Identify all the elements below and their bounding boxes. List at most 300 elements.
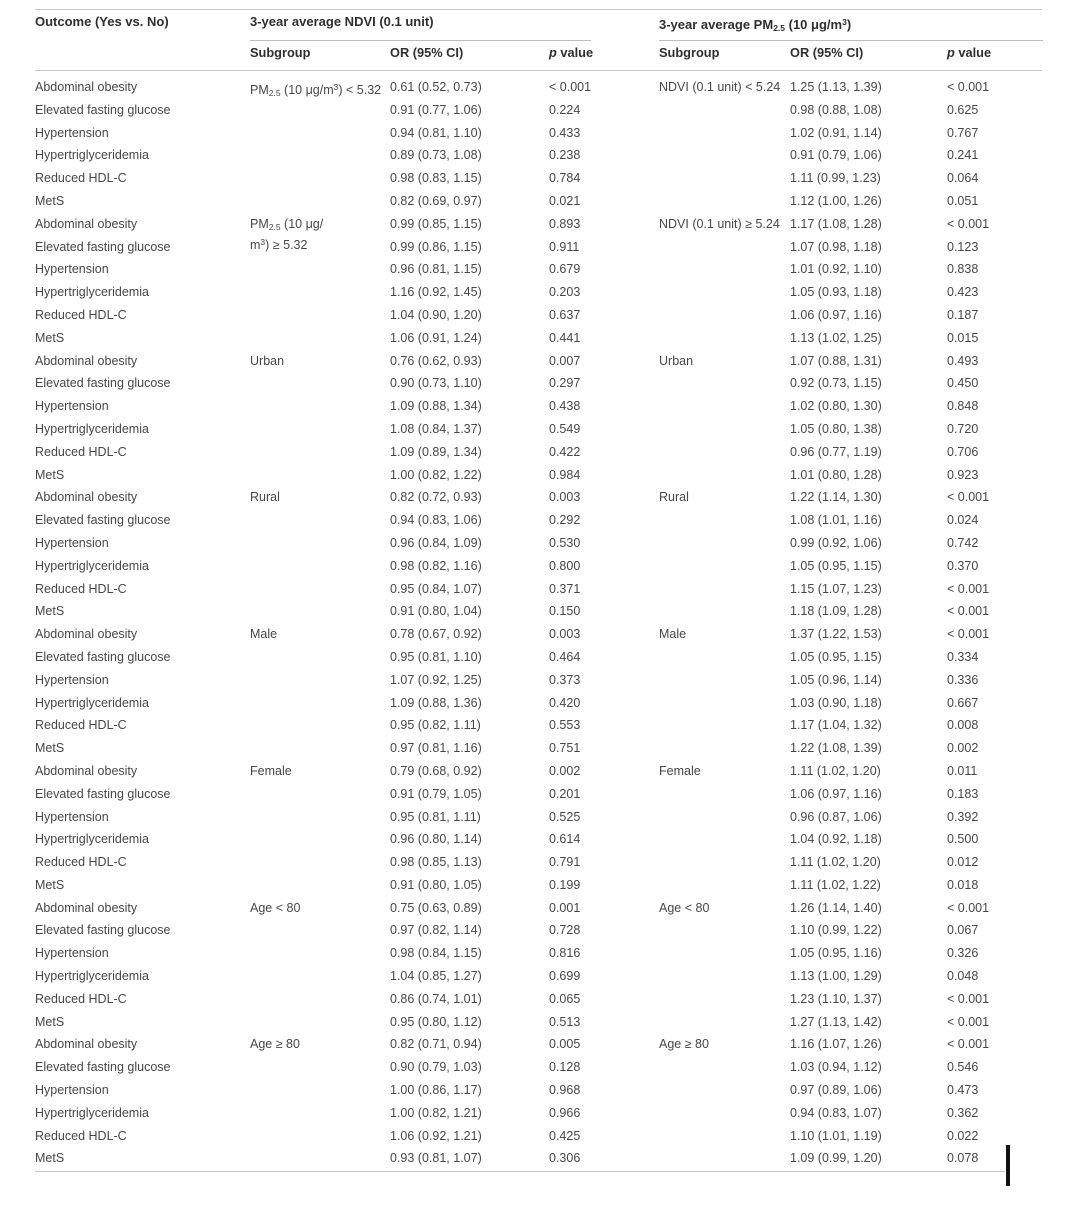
pm25-subgroup-cell <box>659 714 790 737</box>
pm25-pvalue-cell: 0.392 <box>947 809 979 824</box>
ndvi-or-cell: 0.94 (0.81, 1.10) <box>390 125 482 140</box>
pm25-pvalue-cell: < 0.001 <box>947 1014 990 1029</box>
ndvi-subgroup-cell <box>250 304 390 327</box>
pm25-subgroup-cell <box>659 1102 790 1125</box>
outcome-cell: Elevated fasting glucose <box>35 923 171 938</box>
pm25-subgroup-cell <box>659 646 790 669</box>
ndvi-or-cell: 0.97 (0.81, 1.16) <box>390 741 482 756</box>
ndvi-or-cell: 0.95 (0.81, 1.11) <box>390 809 481 824</box>
ndvi-pvalue-cell: 0.791 <box>549 855 581 870</box>
pm25-or-cell: 1.25 (1.13, 1.39) <box>790 80 882 94</box>
ndvi-or-cell: 0.76 (0.62, 0.93) <box>390 353 482 368</box>
pm25-or-cell: 1.02 (0.80, 1.30) <box>790 399 882 414</box>
ndvi-or-cell: 0.96 (0.84, 1.09) <box>390 535 482 550</box>
pm25-subgroup-cell: Male <box>659 627 687 642</box>
ndvi-pvalue-cell: 0.002 <box>549 763 581 778</box>
pm25-pvalue-cell: 0.450 <box>947 376 979 391</box>
pm25-pvalue-cell: 0.423 <box>947 285 979 300</box>
outcome-cell: Hypertension <box>35 672 109 687</box>
outcome-cell: MetS <box>35 604 65 619</box>
pm25-subgroup-cell <box>659 1125 790 1148</box>
ndvi-or-cell: 1.00 (0.86, 1.17) <box>390 1083 482 1098</box>
pm25-subgroup-cell: Urban <box>659 353 694 368</box>
pm25-subgroup-cell <box>659 1079 790 1102</box>
pm25-pvalue-cell: 0.241 <box>947 148 979 163</box>
outcome-cell: Hypertriglyceridemia <box>35 969 149 984</box>
table-row <box>35 919 1043 942</box>
ndvi-or-cell: 0.95 (0.84, 1.07) <box>390 581 482 596</box>
pm25-pvalue-cell: 0.051 <box>947 193 979 208</box>
pm25-pvalue-cell: < 0.001 <box>947 1037 990 1052</box>
outcome-cell: Reduced HDL-C <box>35 718 127 733</box>
pm25-pvalue-cell: 0.012 <box>947 855 979 870</box>
pm25-or-cell: 1.07 (0.98, 1.18) <box>790 239 882 254</box>
pm25-pvalue-cell: 0.473 <box>947 1083 979 1098</box>
ndvi-subgroup-cell: $PM_{2.5}$ (10 $\mu g/m^3) < 5.32$ <box>250 82 382 98</box>
ndvi-pvalue-header: p value <box>549 45 594 60</box>
ndvi-pvalue-cell: 0.751 <box>549 741 581 756</box>
table-body <box>35 76 1043 1170</box>
ndvi-subgroup-cell: Rural <box>250 490 280 505</box>
pm25-or-cell: 1.17 (1.08, 1.28) <box>790 216 882 231</box>
pm25-or-cell: 1.06 (0.97, 1.16) <box>790 786 882 801</box>
pm25-subgroup-cell <box>659 190 790 213</box>
pm25-or-cell: 0.92 (0.73, 1.15) <box>790 376 882 391</box>
outcome-cell: Hypertriglyceridemia <box>35 832 149 847</box>
ndvi-or-cell: 0.82 (0.72, 0.93) <box>390 490 482 505</box>
pm25-subgroup-cell <box>659 1011 790 1034</box>
ndvi-subgroup-cell <box>250 122 390 145</box>
pm25-or-cell: 1.11 (1.02, 1.20) <box>790 855 881 870</box>
pm25-or-cell: 1.01 (0.92, 1.10) <box>790 262 882 277</box>
ndvi-or-cell: 0.82 (0.69, 0.97) <box>390 193 482 208</box>
table-row <box>35 441 1043 464</box>
pm25-pvalue-cell: 0.362 <box>947 1105 979 1120</box>
ndvi-or-cell: 0.79 (0.68, 0.92) <box>390 763 482 778</box>
ndvi-subgroup-cell <box>250 737 390 760</box>
pm25-or-cell: 1.23 (1.10, 1.37) <box>790 991 882 1006</box>
ndvi-subgroup-cell <box>250 828 390 851</box>
pm25-subgroup-cell <box>659 418 790 441</box>
ndvi-pvalue-cell: 0.699 <box>549 969 581 984</box>
table-row <box>35 646 1043 669</box>
pm25-or-cell: 1.05 (0.93, 1.18) <box>790 285 882 300</box>
ndvi-or-cell: 0.98 (0.82, 1.16) <box>390 558 482 573</box>
ndvi-or-cell: 1.04 (0.90, 1.20) <box>390 307 482 322</box>
outcome-cell: Reduced HDL-C <box>35 855 127 870</box>
ndvi-or-cell: 1.09 (0.89, 1.34) <box>390 444 482 459</box>
pm25-or-cell: 1.22 (1.08, 1.39) <box>790 741 882 756</box>
pm25-subgroup-cell <box>659 532 790 555</box>
pm25-or-cell: 0.98 (0.88, 1.08) <box>790 102 882 117</box>
ndvi-pvalue-cell: 0.306 <box>549 1151 581 1166</box>
ndvi-pvalue-cell: 0.420 <box>549 695 581 710</box>
pm25-subgroup-cell: Age ≥ 80 <box>659 1037 709 1052</box>
ndvi-or-cell: 0.95 (0.82, 1.11) <box>390 718 481 733</box>
ndvi-or-cell: 0.97 (0.82, 1.14) <box>390 923 482 938</box>
table-row <box>35 965 1043 988</box>
outcome-cell: Elevated fasting glucose <box>35 513 171 528</box>
outcome-cell: Abdominal obesity <box>35 1037 138 1052</box>
pm25-pvalue-cell: 0.064 <box>947 171 979 186</box>
ndvi-subgroup-cell <box>250 988 390 1011</box>
ndvi-subgroup-cell <box>250 1147 390 1170</box>
outcome-cell: Hypertension <box>35 535 109 550</box>
outcome-cell: Hypertension <box>35 125 109 140</box>
pm25-or-cell: 1.13 (1.02, 1.25) <box>790 330 882 345</box>
ndvi-or-cell: 0.82 (0.71, 0.94) <box>390 1037 482 1052</box>
ndvi-or-cell: 1.08 (0.84, 1.37) <box>390 421 482 436</box>
pm25-pvalue-cell: 0.334 <box>947 649 979 664</box>
table-row <box>35 304 1043 327</box>
pm25-subgroup-cell <box>659 122 790 145</box>
ndvi-pvalue-cell: 0.441 <box>549 330 581 345</box>
pm25-or-cell: 1.01 (0.80, 1.28) <box>790 467 882 482</box>
ndvi-subgroup-cell <box>250 1011 390 1034</box>
pm25-subgroup-cell <box>659 942 790 965</box>
ndvi-pvalue-cell: 0.007 <box>549 353 581 368</box>
ndvi-or-cell: 0.99 (0.85, 1.15) <box>390 216 482 231</box>
pm25-subgroup-cell <box>659 167 790 190</box>
pm25-subgroup-header: Subgroup <box>659 45 720 60</box>
table-row <box>35 1011 1043 1034</box>
pm25-subgroup-cell <box>659 372 790 395</box>
ndvi-subgroup-cell <box>250 806 390 829</box>
pm25-pvalue-cell: < 0.001 <box>947 80 990 94</box>
outcome-cell: Hypertension <box>35 1083 109 1098</box>
pm25-or-cell: 1.07 (0.88, 1.31) <box>790 353 882 368</box>
outcome-cell: MetS <box>35 1151 65 1166</box>
pm25-subgroup-cell <box>659 509 790 532</box>
pm25-pvalue-cell: 0.500 <box>947 832 979 847</box>
outcome-cell: MetS <box>35 467 65 482</box>
table-row <box>35 372 1043 395</box>
ndvi-or-cell: 0.75 (0.63, 0.89) <box>390 900 482 915</box>
pm25-or-cell: 1.05 (0.96, 1.14) <box>790 672 882 687</box>
pm25-or-cell: 1.09 (0.99, 1.20) <box>790 1151 882 1166</box>
ndvi-subgroup-cell <box>250 600 390 623</box>
table-group-header-row <box>35 13 1043 37</box>
ndvi-subgroup-cell <box>250 669 390 692</box>
ndvi-subgroup-cell <box>250 919 390 942</box>
ndvi-subgroup-cell <box>250 464 390 487</box>
ndvi-pvalue-cell: 0.422 <box>549 444 581 459</box>
pm25-or-cell: 1.03 (0.94, 1.12) <box>790 1060 882 1075</box>
ndvi-pvalue-cell: 0.003 <box>549 490 581 505</box>
ndvi-or-cell: 0.90 (0.73, 1.10) <box>390 376 482 391</box>
ndvi-or-cell: 0.61 (0.52, 0.73) <box>390 80 482 94</box>
table-row <box>35 1147 1043 1170</box>
outcome-cell: Hypertriglyceridemia <box>35 1105 149 1120</box>
ndvi-subgroup-cell <box>250 692 390 715</box>
pm25-pvalue-cell: 0.546 <box>947 1060 979 1075</box>
pm25-or-header: OR (95% CI) <box>790 45 864 60</box>
ndvi-pvalue-cell: 0.021 <box>549 193 581 208</box>
results-table <box>35 0 1043 1221</box>
pm25-pvalue-cell: 0.008 <box>947 718 979 733</box>
pm25-pvalue-cell: 0.336 <box>947 672 979 687</box>
ndvi-or-cell: 0.91 (0.79, 1.05) <box>390 786 482 801</box>
outcome-cell: Hypertriglyceridemia <box>35 285 149 300</box>
pm25-or-cell: 1.22 (1.14, 1.30) <box>790 490 882 505</box>
ndvi-or-cell: 0.96 (0.81, 1.15) <box>390 262 482 277</box>
ndvi-or-cell: 0.98 (0.84, 1.15) <box>390 946 482 961</box>
ndvi-or-cell: 0.90 (0.79, 1.03) <box>390 1060 482 1075</box>
pm25-or-cell: 1.05 (0.95, 1.15) <box>790 649 882 664</box>
pm25-pvalue-cell: 0.326 <box>947 946 979 961</box>
pm25-pvalue-cell: < 0.001 <box>947 900 990 915</box>
ndvi-pvalue-cell: 0.984 <box>549 467 581 482</box>
table-row <box>35 600 1043 623</box>
table-row <box>35 258 1043 281</box>
outcome-cell: MetS <box>35 330 65 345</box>
ndvi-pvalue-cell: 0.553 <box>549 718 581 733</box>
table-row <box>35 1125 1043 1148</box>
ndvi-pvalue-cell: 0.005 <box>549 1037 581 1052</box>
outcome-cell: Elevated fasting glucose <box>35 376 171 391</box>
ndvi-or-cell: 0.86 (0.74, 1.01) <box>390 991 482 1006</box>
pm25-or-cell: 1.06 (0.97, 1.16) <box>790 307 882 322</box>
pm25-or-cell: 1.12 (1.00, 1.26) <box>790 193 882 208</box>
ndvi-pvalue-cell: 0.065 <box>549 991 581 1006</box>
ndvi-subgroup-cell <box>250 1125 390 1148</box>
ndvi-or-cell: 1.09 (0.88, 1.34) <box>390 399 482 414</box>
ndvi-or-cell: 1.07 (0.92, 1.25) <box>390 672 482 687</box>
outcome-cell: MetS <box>35 1014 65 1029</box>
outcome-cell: Hypertriglyceridemia <box>35 695 149 710</box>
ndvi-or-cell: 1.16 (0.92, 1.45) <box>390 285 482 300</box>
ndvi-subgroup-cell <box>250 532 390 555</box>
pm25-pvalue-cell: 0.078 <box>947 1151 979 1166</box>
table-row <box>35 692 1043 715</box>
ndvi-subgroup-cell: Female <box>250 763 292 778</box>
table-row <box>35 988 1043 1011</box>
pm25-or-cell: 1.05 (0.80, 1.38) <box>790 421 882 436</box>
pm25-subgroup-cell <box>659 281 790 304</box>
pm25-pvalue-cell: < 0.001 <box>947 627 990 642</box>
table-row <box>35 874 1043 897</box>
ndvi-subgroup-cell <box>250 167 390 190</box>
pm25-pvalue-cell: 0.667 <box>947 695 979 710</box>
ndvi-subgroup-cell <box>250 236 390 259</box>
ndvi-or-cell: 0.98 (0.85, 1.13) <box>390 855 482 870</box>
ndvi-pvalue-cell: 0.728 <box>549 923 581 938</box>
pm25-or-cell: 1.27 (1.13, 1.42) <box>790 1014 882 1029</box>
ndvi-pvalue-cell: 0.201 <box>549 786 581 801</box>
ndvi-subgroup-cell <box>250 327 390 350</box>
ndvi-subgroup-cell <box>250 144 390 167</box>
ndvi-or-cell: 1.06 (0.91, 1.24) <box>390 330 482 345</box>
table-row <box>35 190 1043 213</box>
pm25-pvalue-cell: 0.767 <box>947 125 979 140</box>
outcome-cell: Hypertriglyceridemia <box>35 421 149 436</box>
pm25-pvalue-cell: < 0.001 <box>947 604 990 619</box>
table-row <box>35 464 1043 487</box>
pm25-subgroup-cell <box>659 692 790 715</box>
ndvi-subgroup-cell <box>250 1102 390 1125</box>
pm25-pvalue-cell: 0.183 <box>947 786 979 801</box>
pm25-pvalue-cell: 0.625 <box>947 102 979 117</box>
pm25-subgroup-cell <box>659 1056 790 1079</box>
pm25-subgroup-cell <box>659 464 790 487</box>
ndvi-subgroup-cell <box>250 258 390 281</box>
pm25-subgroup-cell <box>659 806 790 829</box>
ndvi-or-cell: 0.98 (0.83, 1.15) <box>390 171 482 186</box>
pm25-or-cell: 1.15 (1.07, 1.23) <box>790 581 882 596</box>
pm25-or-cell: 0.97 (0.89, 1.06) <box>790 1083 882 1098</box>
table-row <box>35 760 1043 783</box>
ndvi-or-cell: 1.04 (0.85, 1.27) <box>390 969 482 984</box>
ndvi-or-header: OR (95% CI) <box>390 45 464 60</box>
pm25-or-cell: 1.16 (1.07, 1.26) <box>790 1037 882 1052</box>
ndvi-or-cell: 1.09 (0.88, 1.36) <box>390 695 482 710</box>
table-row <box>35 555 1043 578</box>
ndvi-subgroup-cell: $PM_{2.5}$ (10 μg/ $m^3) \ge 5.32$ <box>250 216 324 253</box>
table-row <box>35 395 1043 418</box>
pm25-pvalue-cell: < 0.001 <box>947 581 990 596</box>
table-row <box>35 486 1043 509</box>
table-top-rule <box>35 9 1042 10</box>
table-row <box>35 350 1043 373</box>
ndvi-subgroup-cell <box>250 190 390 213</box>
ndvi-or-cell: 0.78 (0.67, 0.92) <box>390 627 482 642</box>
outcome-cell: MetS <box>35 741 65 756</box>
ndvi-subgroup-cell <box>250 714 390 737</box>
table-row <box>35 1056 1043 1079</box>
table-row <box>35 532 1043 555</box>
ndvi-pvalue-cell: 0.297 <box>549 376 581 391</box>
pm25-or-cell: 1.05 (0.95, 1.16) <box>790 946 882 961</box>
pm25-subgroup-cell <box>659 874 790 897</box>
outcome-cell: Abdominal obesity <box>35 353 138 368</box>
outcome-cell: Reduced HDL-C <box>35 991 127 1006</box>
pm25-subgroup-cell <box>659 441 790 464</box>
outcome-cell: Reduced HDL-C <box>35 444 127 459</box>
pm25-subgroup-cell: NDVI (0.1 unit) < 5.24 <box>659 80 781 94</box>
pm25-pvalue-cell: 0.002 <box>947 741 979 756</box>
pm25-subgroup-cell <box>659 578 790 601</box>
ndvi-or-cell: 0.89 (0.73, 1.08) <box>390 148 482 163</box>
table-subheader-row <box>35 44 1043 62</box>
blank-subheader-cell <box>35 44 250 62</box>
pm25-group-underline <box>659 40 1043 41</box>
ndvi-pvalue-cell: 0.001 <box>549 900 581 915</box>
ndvi-pvalue-cell: 0.816 <box>549 946 581 961</box>
table-row <box>35 897 1043 920</box>
ndvi-pvalue-cell: 0.199 <box>549 877 581 892</box>
pm25-subgroup-cell <box>659 988 790 1011</box>
outcome-cell: MetS <box>35 193 65 208</box>
ndvi-pvalue-cell: 0.530 <box>549 535 581 550</box>
ndvi-pvalue-cell: 0.003 <box>549 627 581 642</box>
table-row <box>35 76 1043 99</box>
pm25-subgroup-cell: Female <box>659 763 701 778</box>
outcome-cell: Elevated fasting glucose <box>35 239 171 254</box>
table-row <box>35 281 1043 304</box>
ndvi-subgroup-cell <box>250 1079 390 1102</box>
table-row <box>35 144 1043 167</box>
pm25-subgroup-cell <box>659 1147 790 1170</box>
ndvi-subgroup-cell <box>250 646 390 669</box>
pm25-pvalue-cell: 0.493 <box>947 353 979 368</box>
pm25-pvalue-cell: 0.011 <box>947 763 978 778</box>
ndvi-subgroup-cell: Age ≥ 80 <box>250 1037 300 1052</box>
pm25-or-cell: 1.08 (1.01, 1.16) <box>790 513 882 528</box>
pm25-pvalue-cell: 0.067 <box>947 923 979 938</box>
ndvi-or-cell: 0.91 (0.80, 1.05) <box>390 877 482 892</box>
ndvi-subgroup-cell <box>250 281 390 304</box>
ndvi-pvalue-cell: 0.464 <box>549 649 581 664</box>
ndvi-subgroup-cell <box>250 942 390 965</box>
ndvi-or-cell: 0.91 (0.80, 1.04) <box>390 604 482 619</box>
pm25-subgroup-cell <box>659 851 790 874</box>
table-header-rule <box>35 70 1042 71</box>
pm25-or-cell: 1.11 (1.02, 1.20) <box>790 763 881 778</box>
outcome-cell: Reduced HDL-C <box>35 307 127 322</box>
pm25-or-cell: 0.96 (0.87, 1.06) <box>790 809 882 824</box>
pm25-or-cell: 1.13 (1.00, 1.29) <box>790 969 882 984</box>
table-row <box>35 783 1043 806</box>
pm25-or-cell: 1.02 (0.91, 1.14) <box>790 125 882 140</box>
ndvi-pvalue-cell: 0.224 <box>549 102 581 117</box>
pm25-pvalue-cell: 0.848 <box>947 399 979 414</box>
pm25-subgroup-cell <box>659 327 790 350</box>
table-row <box>35 327 1043 350</box>
outcome-cell: Abdominal obesity <box>35 900 138 915</box>
table-row <box>35 1033 1043 1056</box>
pm25-pvalue-cell: 0.024 <box>947 513 979 528</box>
pm25-or-cell: 1.37 (1.22, 1.53) <box>790 627 882 642</box>
ndvi-pvalue-cell: 0.679 <box>549 262 581 277</box>
ndvi-subgroup-cell: Age < 80 <box>250 900 301 915</box>
ndvi-subgroup-cell <box>250 578 390 601</box>
ndvi-pvalue-cell: 0.911 <box>549 239 580 254</box>
table-row <box>35 851 1043 874</box>
table-row <box>35 623 1043 646</box>
table-row <box>35 806 1043 829</box>
pm25-or-cell: 1.04 (0.92, 1.18) <box>790 832 882 847</box>
pm25-pvalue-cell: < 0.001 <box>947 216 990 231</box>
pm25-or-cell: 0.99 (0.92, 1.06) <box>790 535 882 550</box>
ndvi-pvalue-cell: 0.966 <box>549 1105 581 1120</box>
ndvi-pvalue-cell: 0.150 <box>549 604 581 619</box>
ndvi-subgroup-cell <box>250 99 390 122</box>
pm25-pvalue-cell: < 0.001 <box>947 490 990 505</box>
table-row <box>35 418 1043 441</box>
pm25-subgroup-cell <box>659 600 790 623</box>
pm25-pvalue-cell: 0.923 <box>947 467 979 482</box>
pm25-pvalue-cell: 0.838 <box>947 262 979 277</box>
ndvi-pvalue-cell: 0.238 <box>549 148 581 163</box>
ndvi-pvalue-cell: 0.513 <box>549 1014 581 1029</box>
table-row <box>35 1079 1043 1102</box>
ndvi-pvalue-cell: < 0.001 <box>549 80 592 94</box>
ndvi-subgroup-cell <box>250 1056 390 1079</box>
outcome-cell: Abdominal obesity <box>35 216 138 231</box>
pm25-pvalue-cell: 0.706 <box>947 444 979 459</box>
table-row <box>35 122 1043 145</box>
pm25-or-cell: 1.11 (1.02, 1.22) <box>790 877 881 892</box>
outcome-cell: MetS <box>35 877 65 892</box>
pm25-or-cell: 1.26 (1.14, 1.40) <box>790 900 882 915</box>
outcome-cell: Abdominal obesity <box>35 80 138 94</box>
outcome-cell: Abdominal obesity <box>35 490 138 505</box>
ndvi-or-cell: 1.06 (0.92, 1.21) <box>390 1128 482 1143</box>
pm25-or-cell: 1.03 (0.90, 1.18) <box>790 695 882 710</box>
table-row <box>35 714 1043 737</box>
pm25-subgroup-cell: NDVI (0.1 unit) ≥ 5.24 <box>659 216 780 231</box>
ndvi-group-underline <box>250 40 591 41</box>
